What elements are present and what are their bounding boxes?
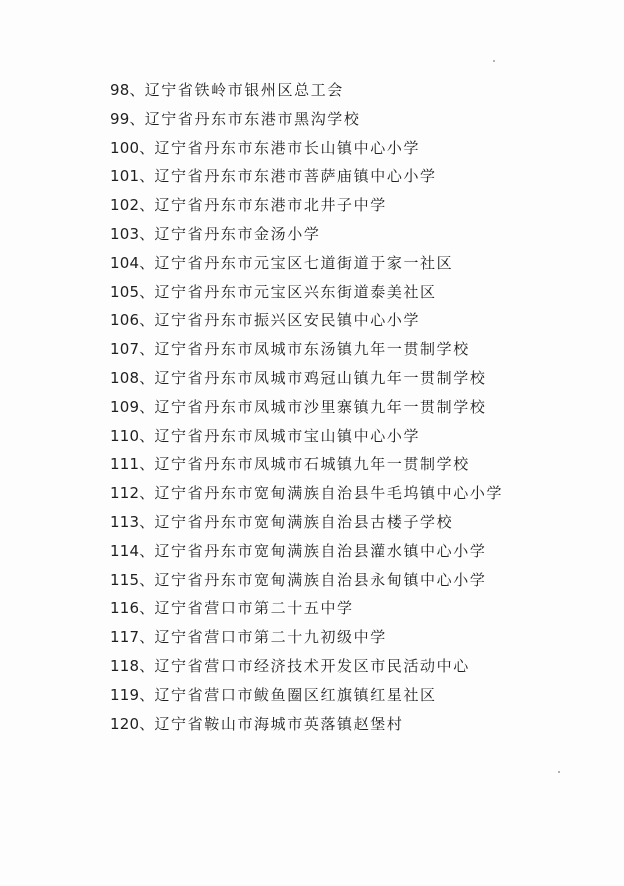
list-item: [110, 393, 503, 422]
item-number: 106、: [110, 311, 155, 330]
item-text: 辽宁省丹东市凤城市沙里寨镇九年一贯制学校: [154, 397, 487, 416]
list-item: [110, 191, 503, 220]
list-item: [110, 652, 503, 681]
list-item: [110, 537, 503, 566]
item-text: 辽宁省营口市第二十九初级中学: [154, 628, 387, 647]
item-text: 辽宁省丹东市东港市菩萨庙镇中心小学: [154, 167, 437, 186]
item-text: 辽宁省营口市经济技术开发区市民活动中心: [154, 656, 470, 675]
item-number: 109、: [110, 397, 155, 416]
item-text: 辽宁省铁岭市银州区总工会: [144, 81, 344, 99]
item-text: 辽宁省营口市鲅鱼圈区红旗镇红星社区: [154, 685, 437, 704]
item-text: 辽宁省丹东市凤城市宝山镇中心小学: [154, 426, 421, 445]
list-item: [110, 479, 503, 508]
list-item: [110, 623, 503, 652]
item-number: 99、: [110, 109, 145, 128]
item-number: 110、: [110, 426, 155, 445]
item-text: 辽宁省丹东市振兴区安民镇中心小学: [154, 311, 421, 330]
item-number: 116、: [110, 599, 155, 618]
list-item: [110, 681, 503, 710]
item-number: 117、: [110, 628, 155, 647]
item-number: 104、: [110, 253, 155, 272]
item-text: 辽宁省丹东市东港市黑沟学校: [144, 109, 361, 128]
item-number: 107、: [110, 340, 155, 359]
list-item: [110, 335, 503, 364]
list-item: [110, 364, 503, 393]
item-text: 辽宁省丹东市宽甸满族自治县古楼子学校: [154, 512, 454, 531]
item-number: 114、: [110, 541, 155, 560]
item-text: 辽宁省营口市第二十五中学: [154, 599, 354, 618]
list-item: [110, 278, 503, 307]
item-number: 115、: [110, 570, 155, 589]
list-item: [110, 508, 503, 537]
list-item: [110, 76, 503, 105]
list-item: [110, 162, 503, 191]
item-text: 辽宁省丹东市东港市北井子中学: [154, 196, 387, 215]
list-item: [110, 710, 503, 739]
scan-speck: [558, 771, 560, 773]
item-number: 101、: [110, 167, 155, 186]
list-item: [110, 249, 503, 278]
list-item: [110, 220, 503, 249]
list-item: [110, 566, 503, 595]
item-text: 辽宁省丹东市凤城市东汤镇九年一贯制学校: [154, 340, 470, 359]
item-text: 辽宁省丹东市元宝区七道街道于家一社区: [154, 253, 454, 272]
item-number: 113、: [110, 512, 155, 531]
item-number: 112、: [110, 484, 155, 503]
list-item: [110, 306, 503, 335]
item-text: 辽宁省丹东市凤城市鸡冠山镇九年一贯制学校: [154, 368, 487, 387]
list-item: [110, 450, 503, 479]
item-text: 辽宁省鞍山市海城市英落镇赵堡村: [154, 714, 404, 733]
item-number: 102、: [110, 196, 155, 215]
item-number: 111、: [110, 455, 155, 474]
item-number: 108、: [110, 368, 155, 387]
item-text: 辽宁省丹东市东港市长山镇中心小学: [154, 138, 421, 157]
item-text: 辽宁省丹东市宽甸满族自治县牛毛坞镇中心小学: [154, 484, 504, 503]
list-item: [110, 422, 503, 451]
item-text: 辽宁省丹东市凤城市石城镇九年一贯制学校: [154, 455, 470, 474]
item-number: 118、: [110, 656, 155, 675]
list-item: [110, 134, 503, 163]
item-text: 辽宁省丹东市元宝区兴东街道泰美社区: [154, 282, 437, 301]
item-number: 98、: [110, 81, 145, 99]
list-item: [110, 105, 503, 134]
item-text: 辽宁省丹东市宽甸满族自治县灌水镇中心小学: [154, 541, 487, 560]
item-text: 辽宁省丹东市金汤小学: [154, 224, 321, 243]
list-item: [110, 594, 503, 623]
item-text: 辽宁省丹东市宽甸满族自治县永甸镇中心小学: [154, 570, 487, 589]
organization-list: [110, 76, 503, 738]
item-number: 105、: [110, 282, 155, 301]
item-number: 103、: [110, 224, 155, 243]
item-number: 119、: [110, 685, 155, 704]
scan-speck: [493, 60, 495, 62]
item-number: 100、: [110, 138, 155, 157]
item-number: 120、: [110, 714, 155, 733]
